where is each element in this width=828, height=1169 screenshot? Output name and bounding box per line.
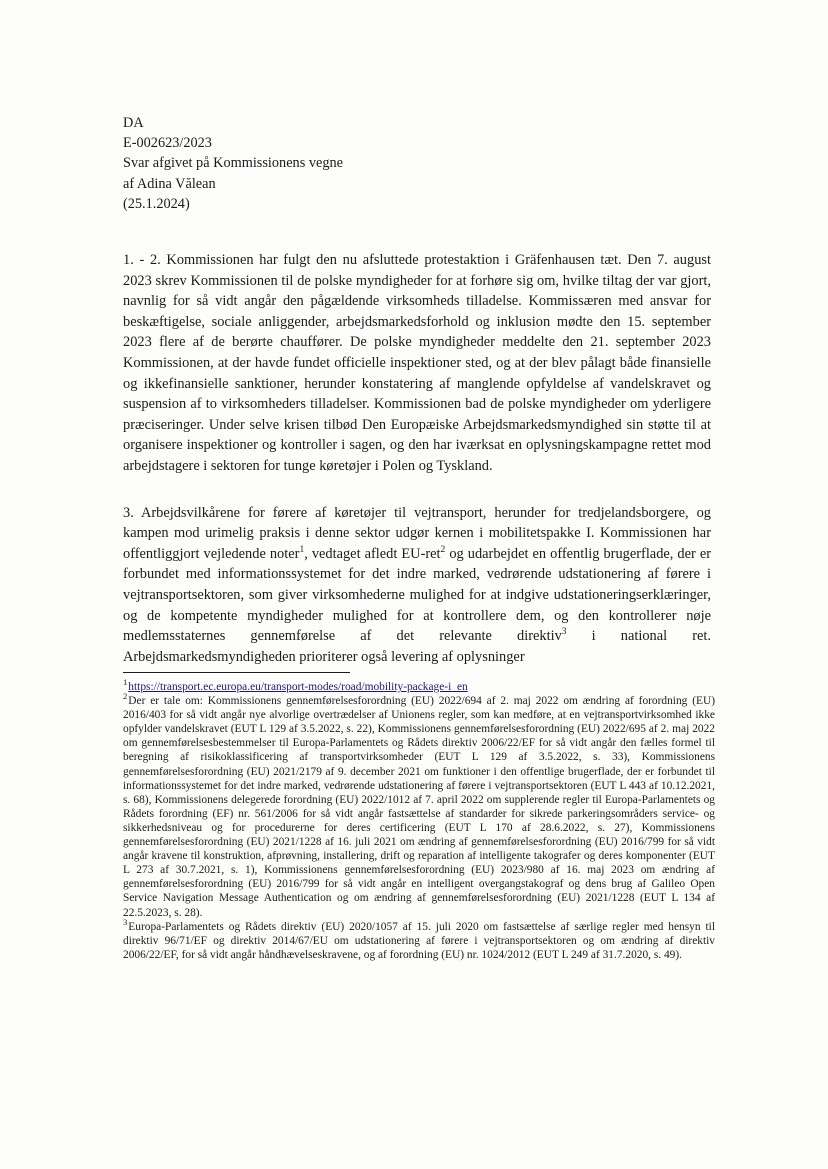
footnotes-section [123,672,715,962]
footnote-ref-2[interactable]: 2 [440,544,446,555]
paragraph-3-part-4: i national ret. Arbejdsmarkedsmyndigheden prioriterer også levering af oplysninger [123,628,711,665]
paragraph-3-part-2: , vedtaget afledt EU-ret [304,545,441,562]
author-line: af Adina Vălean [123,175,216,192]
paragraph-3-part-3: og udarbejdet en offentlig brugerflade, der er forbundet med informationssystemet for det indre marked, vedrørende udstationering af førere i vejtransportsektoren, som giver virksomhederne mulighed for at indgive udstationeringserklæringer, og de kompetente myndigheder mulighed for at kontrollere dem, og den kontrollerer nøje medlemsstaternes gennemførelse af det relevante direktiv [123,545,712,645]
footnote-1 [123,677,715,694]
footnote-1-marker: 1 [123,677,128,688]
footnote-2-marker: 2 [123,691,128,702]
document-reference: E-002623/2023 [123,135,212,152]
answer-line: Svar afgivet på Kommissionens vegne [123,155,343,172]
date-line: (25.1.2024) [123,195,190,212]
document-header [123,113,711,214]
footnote-2-text: Der er tale om: Kommissionens gennemførelsesforordning (EU) 2022/694 af 2. maj 2022 om ændring af forordning (EU) 2016/403 for så vidt angår nye alvorlige overtrædelser af Unionens regler, som kan medføre, at en vejtransportvirksomhed ikke opfylder vandelskravet (EUT L 129 af 3.5.2022, s. 22), Kommissionens gennemførelsesforordning (EU) 2022/695 af 2. maj 2022 om gennemførelsesbestemmelser til Europa-Parlamentets og Rådets direktiv 2006/22/EF for så vidt angår den fælles formel til beregning af risikoklassificering af transportvirksomheder (EUT L 129 af 3.5.2022, s. 33), Kommissionens gennemførelsesforordning (EU) 2021/2179 af 9. december 2021 om funktioner i den offentlige brugerflade, der er forbundet til informationssystemet for det indre marked, vedrørende udstationering af førere i vejtransportsektoren (EUT L 443 af 10.12.2021, s. 68), Kommissionens delegerede forordning (EU) 2022/1012 af 7. april 2022 om supplerende regler til Europa-Parlamentets og Rådets forordning (EF) nr. 561/2006 for så vidt angår fastsættelse af standarder for sikrede parkeringsområders service- og sikkerhedsniveau og for procedurerne for deres certificering (EUT L 170 af 28.6.2022, s. 27), Kommissionens gennemførelsesforordning (EU) 2021/1228 af 16. juli 2021 om ændring af gennemførelsesforordning (EU) 2016/799 for så vidt angår kravene til konstruktion, afprøvning, installering, drift og reparation af intelligente takografer og deres komponenter (EUT L 273 af 30.7.2021, s. 1), Kommissionens gennemførelsesforordning (EU) 2023/980 af 16. maj 2023 om ændring af gennemførelsesforordning (EU) 2016/799 for så vidt angår en intelligent overgangstakograf og dens brug af Galileo Open Service Navigation Message Authentication og om ændring af gennemførelsesforordning (EU) 2021/1228 (EUT L 134 af 22.5.2023, s. 28). [123,695,715,919]
paragraph-3-part-1: 3. Arbejdsvilkårene for førere af køretøjer til vejtransport, herunder for tredjelandsborgere, og kampen mod urimelig praksis i denne sektor udgør kernen i mobilitetspakke I. Kommissionen har offentliggjort vejledende noter [123,504,711,562]
footnote-2 [123,691,715,920]
paragraph-3 [123,503,711,668]
language-code: DA [123,115,144,131]
footnote-3-marker: 3 [123,916,128,927]
footnote-1-link[interactable]: https://transport.ec.europa.eu/transport-modes/road/mobility-package-i_en [128,681,468,693]
footnote-ref-3[interactable]: 3 [561,627,567,638]
footnote-3 [123,916,715,962]
footnote-3-text: Europa-Parlamentets og Rådets direktiv (EU) 2020/1057 af 15. juli 2020 om fastsættelse af særlige regler med hensyn til direktiv 96/71/EF og direktiv 2014/67/EU om udstationering af førere i vejtransportsektoren og om ændring af direktiv 2006/22/EF, for så vidt angår håndhævelseskravene, og af forordning (EU) nr. 1024/2012 (EUT L 249 af 31.7.2020, s. 49). [123,920,715,961]
paragraph-1-2: 1. - 2. Kommissionen har fulgt den nu afsluttede protestaktion i Gräfenhausen tæt. Den 7. august 2023 skrev Kommissionen til de polske myndigheder for at forhøre sig om, hvilke tiltag der var gjort, navnlig for så vidt angår den pågældende virksomheds tilladelse. Kommissæren med ansvar for beskæftigelse, sociale anliggender, arbejdsmarkedsforhold og inklusion mødte den 15. september 2023 flere af de berørte chauffører. De polske myndigheder meddelte den 21. september 2023 Kommissionen, at der havde fundet officielle inspektioner sted, og at der blev pålagt både finansielle og ikkefinansielle sanktioner, herunder konstatering af manglende opfyldelse af vandelskravet og suspension af to virksomheders tilladelser. Kommissionen bad de polske myndigheder om yderligere præciseringer. Under selve krisen tilbød Den Europæiske Arbejdsmarkedsmyndighed sin støtte til at organisere inspektioner og kontroller i sagen, og den har iværksat en oplysningskampagne rettet mod arbejdstagere i sektoren for tunge køretøjer i Polen og Tyskland. [123,252,711,474]
document-body [123,113,711,682]
footnote-ref-1[interactable]: 1 [299,544,305,555]
footnote-separator [123,672,350,673]
